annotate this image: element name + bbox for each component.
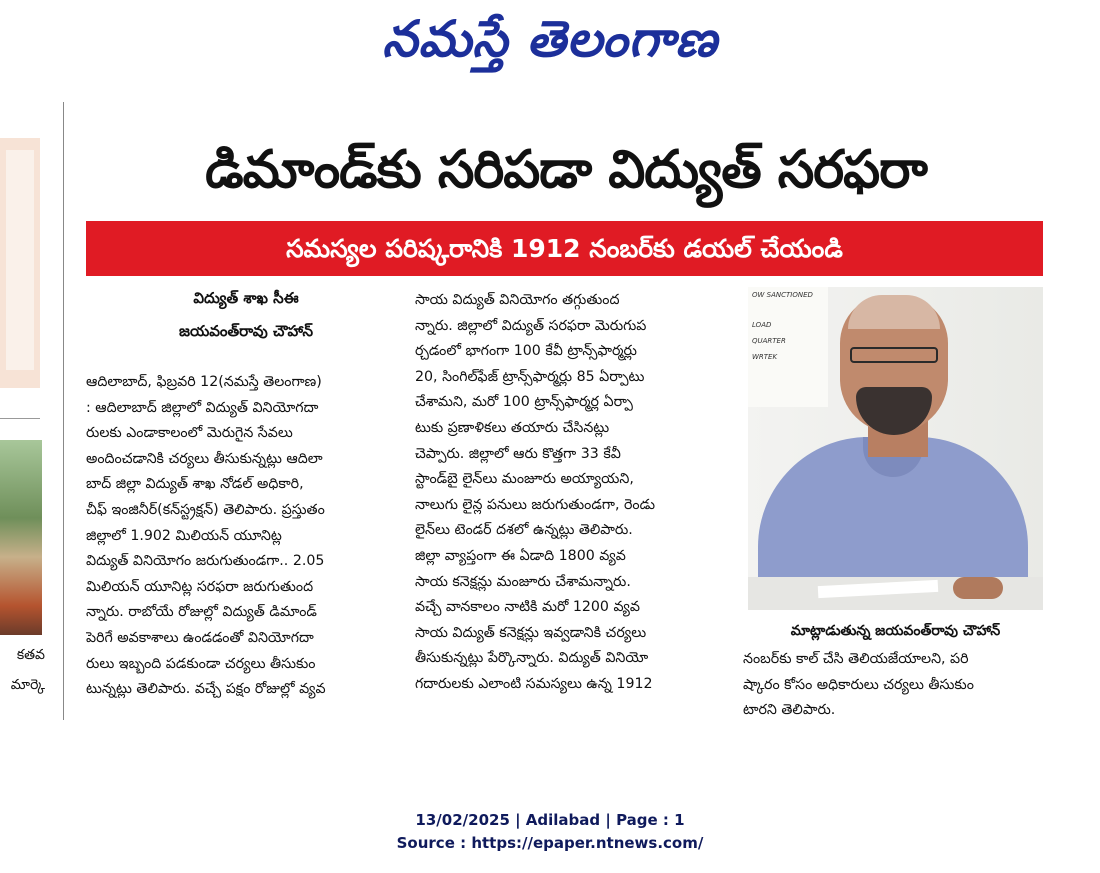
footer-date-edition: 13/02/2025 | Adilabad | Page : 1 [415,811,685,829]
footer-source: Source : https://epaper.ntnews.com/ [396,834,704,852]
person-head [840,295,948,433]
left-edge-text-2: మార్కె [10,677,45,693]
column-3-line: టారని తెలిపారు. [743,702,836,719]
article-photo [748,287,1043,610]
column-2-line: లైన్‌లు టెండర్ దశలో ఉన్నట్లు తెలిపారు. [415,522,633,539]
column-1-line: అందించడానికి చర్యలు తీసుకున్నట్లు ఆదిలా [86,450,323,467]
article-column-1 [86,370,406,703]
column-1-line: బాద్ జిల్లా విద్యుత్ శాఖ నోడల్ అధికారి, [86,476,304,493]
column-2-line: చేశామని, మరో 100 ట్రాన్స్‌ఫార్మర్ల ఏర్పా [415,394,633,411]
subheadline-text: సమస్యల పరిష్కరానికి 1912 నంబర్‌కు డయల్ చేయండి [286,234,843,263]
column-2-line: 20, సింగిల్‌ఫేజ్ ట్రాన్స్‌ఫార్మర్లు 85 ఏర్పాటు [415,368,645,385]
column-3-line: నంబర్‌కు కాల్ చేసి తెలియజేయాలని, పరి [743,651,969,667]
column-1-line: ఆదిలాబాద్, ఫిబ్రవరి 12(నమస్తే తెలంగాణ) [86,374,322,390]
column-2-line: సాయ విద్యుత్ వినియోగం తగ్గుతుంద [415,292,620,308]
column-2-line: జిల్లా వ్యాప్తంగా ఈ ఏడాది 1800 వ్యవ [415,547,626,564]
left-edge-photo-top [0,138,40,388]
column-2-line: స్టాండ్‌బై లైన్‌లు మంజూరు అయ్యాయని, [415,471,634,488]
column-2-line: తీసుకున్నట్లు పేర్కొన్నారు. విద్యుత్ వినియో [415,650,649,667]
column-1-line: చీఫ్ ఇంజినీర్(కన్‌స్ట్రక్షన్) తెలిపారు. ప్రస్తుతం [86,501,325,518]
column-1-line: రులకు ఎండాకాలంలో మెరుగైన సేవలు [86,425,293,442]
byline-line-2: జయవంత్‌రావు చౌహాన్ [178,322,313,340]
photo-caption: మాట్లాడుతున్న జయవంత్‌రావు చౌహాన్ [790,623,1001,639]
left-edge-text-1: కతవ [16,647,45,663]
column-1-line: జిల్లాలో 1.902 మిలియన్ యూనిట్ల [86,527,282,544]
board-text-3: QUARTER [752,337,786,345]
byline-line-1: విద్యుత్ శాఖ సీఈ [193,289,299,307]
board-text-2: LOAD [752,321,772,329]
column-1-line: : ఆదిలాబాద్ జిల్లాలో విద్యుత్ వినియోగదా [86,399,319,416]
column-2-line: చెప్పారు. జిల్లాలో ఆరు కొత్తగా 33 కేవీ [415,445,621,462]
glasses-icon [850,347,938,363]
person-hand [953,577,1003,599]
photo-background-board [748,287,828,407]
column-1-line: రులు ఇబ్బంది పడకుండా చర్యలు తీసుకుం [86,655,316,672]
subheadline-bar [86,221,1043,276]
column-1-line: టున్నట్లు తెలిపారు. వచ్చే పక్షం రోజుల్లో వ్యవ [86,681,326,698]
masthead-logo: నమస్తే తెలంగాణ [382,9,718,68]
board-text-4: WRTEK [752,353,778,361]
column-2-line: నాలుగు లైన్ల పనులు జరుగుతుండగా, రెండు [415,496,655,513]
column-2-line: గదారులకు ఎలాంటి సమస్యలు ఉన్న 1912 [415,675,653,692]
board-text-1: OW SANCTIONED [752,291,813,299]
column-1-line: మిలియన్ యూనిట్ల సరఫరా జరుగుతుంద [86,578,314,595]
column-2-line: వచ్చే వానకాలం నాటికి మరో 1200 వ్యవ [415,599,640,616]
left-edge-rule [0,418,40,419]
column-1-line: విద్యుత్ వినియోగం జరుగుతుండగా.. 2.05 [86,553,325,570]
column-2-line: న్నారు. జిల్లాలో విద్యుత్ సరఫరా మెరుగుప [415,317,647,334]
article-column-3 [743,647,1043,724]
column-1-line: పెరిగే అవకాశాలు ఉండడంతో వినియోగదా [86,629,314,646]
left-edge-clipped-column [0,100,45,740]
column-2-line: టుకు ప్రణాళికలు తయారు చేసినట్లు [415,419,610,436]
column-1-line: న్నారు. రాబోయే రోజుల్లో విద్యుత్ డిమాండ్ [86,604,317,621]
article-headline: డిమాండ్‌కు సరిపడా విద్యుత్ సరఫరా [205,140,927,200]
column-3-line: ష్కారం కోసం అధికారులు చర్యలు తీసుకుం [743,676,974,693]
byline [86,282,406,348]
column-divider [63,102,64,720]
left-edge-photo-bottom [0,440,42,635]
column-2-line: సాయ విద్యుత్ కనెక్షన్లు ఇవ్వడానికి చర్యలు [415,624,647,641]
article-column-2 [415,288,715,698]
column-2-line: ర్చడంలో భాగంగా 100 కేవీ ట్రాన్స్‌ఫార్మర్లు [415,343,637,360]
column-2-line: సాయ కనెక్షన్లు మంజూరు చేశామన్నారు. [415,573,631,590]
